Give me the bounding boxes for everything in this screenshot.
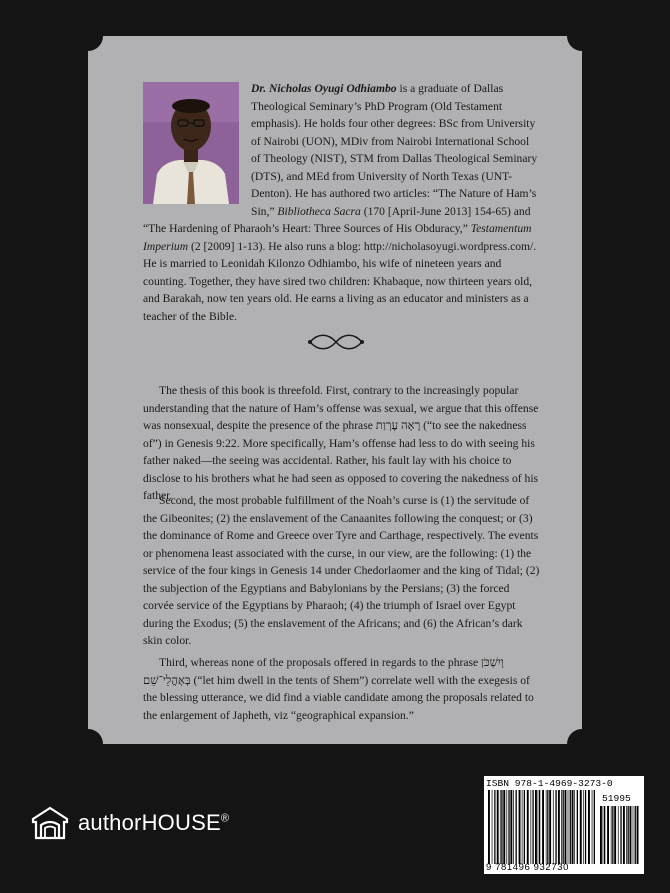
author-bio	[143, 80, 540, 325]
publisher-name	[78, 810, 229, 836]
publisher-name-part1: author	[78, 810, 142, 835]
barcode-main-bars	[488, 790, 596, 864]
panel-corner-notch-tr	[567, 21, 597, 51]
journal-title-2: Testamentum Imperium	[143, 222, 532, 253]
isbn-barcode	[484, 776, 644, 874]
panel-corner-notch-br	[567, 729, 597, 759]
publisher-name-part2: HOUSE	[141, 810, 221, 835]
author-name: Dr. Nicholas Oyugi Odhiambo	[251, 82, 397, 95]
journal-title-1: Bibliotheca Sacra	[277, 204, 361, 218]
barcode-addon-bars	[600, 806, 640, 864]
panel-corner-notch-tl	[73, 21, 103, 51]
bio-text-2: (170 [April-June 2013] 154-65) and “The Hardening of Pharaoh’s Heart: Three Sources of His Obduracy,”	[143, 204, 531, 235]
isbn-text: ISBN 978-1-4969-3273-0	[486, 778, 613, 789]
bio-text-3: (2 [2009] 1-13). He also runs a blog: http://nicholasoyugi.wordpress.com/. He is married to Leonidah Kilonzo Odhiambo, his wife of nineteen years and counting. Together, they have sired two children: Khabaque, now thirteen years old, and Barakah, now ten years old. He earns a living as an educator and ministers as a teacher of the Bible.	[143, 239, 537, 323]
ean-digits: 9 781496 932730	[486, 862, 569, 873]
ornament-flourish-icon	[306, 331, 366, 353]
bio-text-1: is a graduate of Dallas Theological Seminary’s PhD Program (Old Testament emphasis). He holds four other degrees: BSc from University of Nairobi (UON), MDiv from Nairobi International School of Theology (NIST), STM from Dallas Theological Seminary (DTS), and MEd from University of North Texas (UNT-Denton). He has authored two articles: “The Nature of Ham’s Sin,”	[251, 82, 538, 218]
thesis-paragraph-2: Second, the most probable fulfillment of the Noah’s curse is (1) the servitude of the Gibeonites; (2) the enslavement of the Canaanites following the conquest; or (3) the dominance of Rome and Greece over Tyre and Carthage, respectively. The events or phenomena least associated with the curse, in our view, are the following: (1) the service of the four kings in Genesis 14 under Chedorlaomer and the king of Tidal; (2) the subjection of the Egyptians and Babylonians by the Persians; (3) the forced corvée service of the Egyptians by Pharaoh; (4) the triumph of Israel over Egypt during the Exodus; (5) the enslavement of the Africans; and (6) the African’s dark skin color.	[143, 494, 540, 647]
thesis-paragraph-1: The thesis of this book is threefold. First, contrary to the increasingly popular understanding that the nature of Ham’s offense was sexual, we argue that this offense was nonsexual, despite the presence of the phrase רָאָה עֶרְוַת (“to see the nakedness of”) in Genesis 9:22. More specifically, Ham’s offense had less to do with seeing his father naked—the seeing was accidental. Rather, his fault lay with his choice to disclose to his brothers what he had seen as opposed to covering the nakedness of his father.	[143, 384, 539, 502]
price-code: 51995	[602, 793, 631, 804]
authorhouse-logo-icon	[30, 806, 70, 840]
photo-wrap-space	[143, 80, 251, 206]
thesis-paragraph-3: Third, whereas none of the proposals offered in regards to the phrase וְיִשְׁכֹּן בְּאָהֳלֵי־שֵׁם (“let him dwell in the tents of Shem”) correlate well with the exegesis of the blessing utterance, we did find a viable candidate among the proposals related to the enlargement of Japheth, viz “geographical expansion.”	[143, 656, 534, 722]
panel-corner-notch-bl	[73, 729, 103, 759]
publisher-logo	[30, 806, 229, 840]
registered-mark: ®	[220, 812, 230, 825]
